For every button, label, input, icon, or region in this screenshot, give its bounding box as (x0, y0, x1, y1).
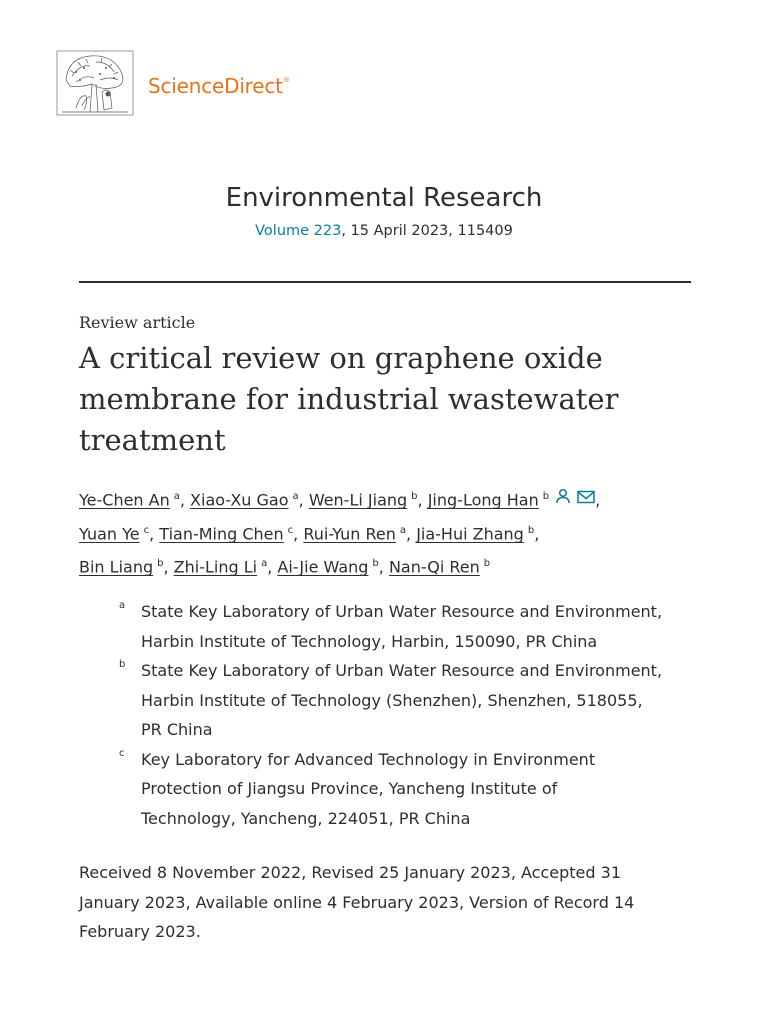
affiliation-line: Technology, Yancheng, 224051, PR China (141, 808, 471, 828)
person-icon[interactable] (555, 484, 571, 514)
site-header (56, 50, 356, 116)
author-name: Zhi-Ling Li (173, 557, 258, 577)
article-dates (79, 858, 679, 947)
author-link[interactable] (277, 557, 368, 576)
author-link[interactable] (79, 557, 153, 576)
header-divider (79, 281, 691, 283)
affiliation-line: State Key Laboratory of Urban Water Resource and Environment, (141, 661, 663, 680)
affiliation-marker[interactable]: b (542, 491, 550, 502)
volume-details: , 15 April 2023, 115409 (341, 223, 513, 239)
mail-icon[interactable] (577, 484, 595, 514)
affiliation-marker[interactable]: b (527, 524, 535, 536)
author-link[interactable] (389, 557, 480, 576)
affiliation-line: Key Laboratory for Advanced Technology in Environment (141, 749, 596, 769)
author-name: Bin Liang (79, 557, 154, 577)
author-name: Ye-Chen An (79, 490, 170, 510)
affiliation-mark: c (119, 747, 125, 759)
affiliation-marker[interactable]: a (261, 558, 268, 570)
affiliation-marker[interactable]: c (287, 524, 294, 536)
author-link[interactable] (79, 524, 140, 543)
author-link[interactable] (416, 524, 524, 543)
affiliation-line: Harbin Institute of Technology (Shenzhen), Shenzhen, 518055, (141, 690, 643, 710)
affiliation-marker[interactable]: a (292, 491, 299, 502)
dates-line: Received 8 November 2022, Revised 25 January 2023, Accepted 31 (79, 863, 621, 882)
affiliation-mark: a (119, 600, 126, 611)
affiliation-line: PR China (141, 720, 213, 739)
author-name: Tian-Ming Chen (159, 524, 284, 544)
affiliation-list (79, 597, 699, 833)
journal-title[interactable]: Environmental Research (225, 183, 543, 213)
affiliation-marker[interactable]: b (483, 558, 491, 570)
affiliation-item (79, 745, 699, 834)
dates-line: February 2023. (79, 922, 201, 941)
affiliation-line: Protection of Jiangsu Province, Yancheng Institute of (141, 779, 558, 798)
affiliation-line: State Key Laboratory of Urban Water Resource and Environment, (141, 602, 663, 621)
registered-mark: ® (282, 76, 290, 84)
author-link[interactable] (428, 490, 539, 509)
affiliation-marker[interactable]: b (411, 491, 418, 502)
dates-line: January 2023, Available online 4 February 2023, Version of Record 14 (79, 892, 635, 912)
author-name: Nan-Qi Ren (388, 557, 480, 577)
elsevier-tree-logo[interactable] (56, 50, 134, 116)
author-name: Wen-Li Jiang (308, 490, 408, 510)
author-name: Yuan Ye (79, 524, 140, 544)
affiliation-line: Harbin Institute of Technology, Harbin, 150090, PR China (141, 631, 598, 651)
affiliation-marker[interactable]: b (157, 558, 164, 570)
author-link[interactable] (309, 490, 407, 509)
author-link[interactable] (190, 490, 288, 509)
affiliation-item (79, 656, 699, 745)
sciencedirect-logo-text[interactable] (148, 74, 290, 98)
affiliation-mark: b (119, 659, 126, 670)
affiliation-marker[interactable]: a (399, 524, 407, 536)
author-link[interactable] (303, 524, 396, 543)
brand-name: ScienceDirect (148, 74, 283, 98)
author-link[interactable] (79, 490, 170, 509)
author-link[interactable] (174, 557, 257, 576)
volume-line (0, 223, 768, 239)
volume-link[interactable]: Volume 223 (255, 223, 342, 239)
affiliation-marker[interactable]: b (372, 558, 379, 570)
author-name: Jia-Hui Zhang (416, 524, 524, 544)
author-name: Jing-Long Han (427, 490, 539, 510)
affiliation-marker[interactable]: a (173, 491, 180, 502)
author-name: Rui-Yun Ren (303, 524, 396, 544)
article-type: Review article (79, 313, 196, 332)
author-name: Xiao-Xu Gao (190, 490, 289, 510)
article-title: A critical review on graphene oxide membrane for industrial wastewater treatment (79, 341, 619, 457)
author-link[interactable] (159, 524, 283, 543)
author-name: Ai-Jie Wang (277, 557, 369, 577)
affiliation-item (79, 597, 699, 656)
author-list: Ye-Chen An $^a$, Xiao-Xu Gao $^a$, Wen-Li Jiang $^b$, Jing-Long Han $^b$ , Yuan Ye $^c$, Tian-Ming Chen $^c$, Rui-Yun Ren $^a$, Jia-Hui Zhang $^b$, Bin Liang $^b$, Zhi-Ling Li $^a$, Ai-Jie Wang $^b$, Nan-Qi Ren $^b$ (79, 482, 699, 582)
affiliation-marker[interactable]: c (143, 524, 150, 536)
